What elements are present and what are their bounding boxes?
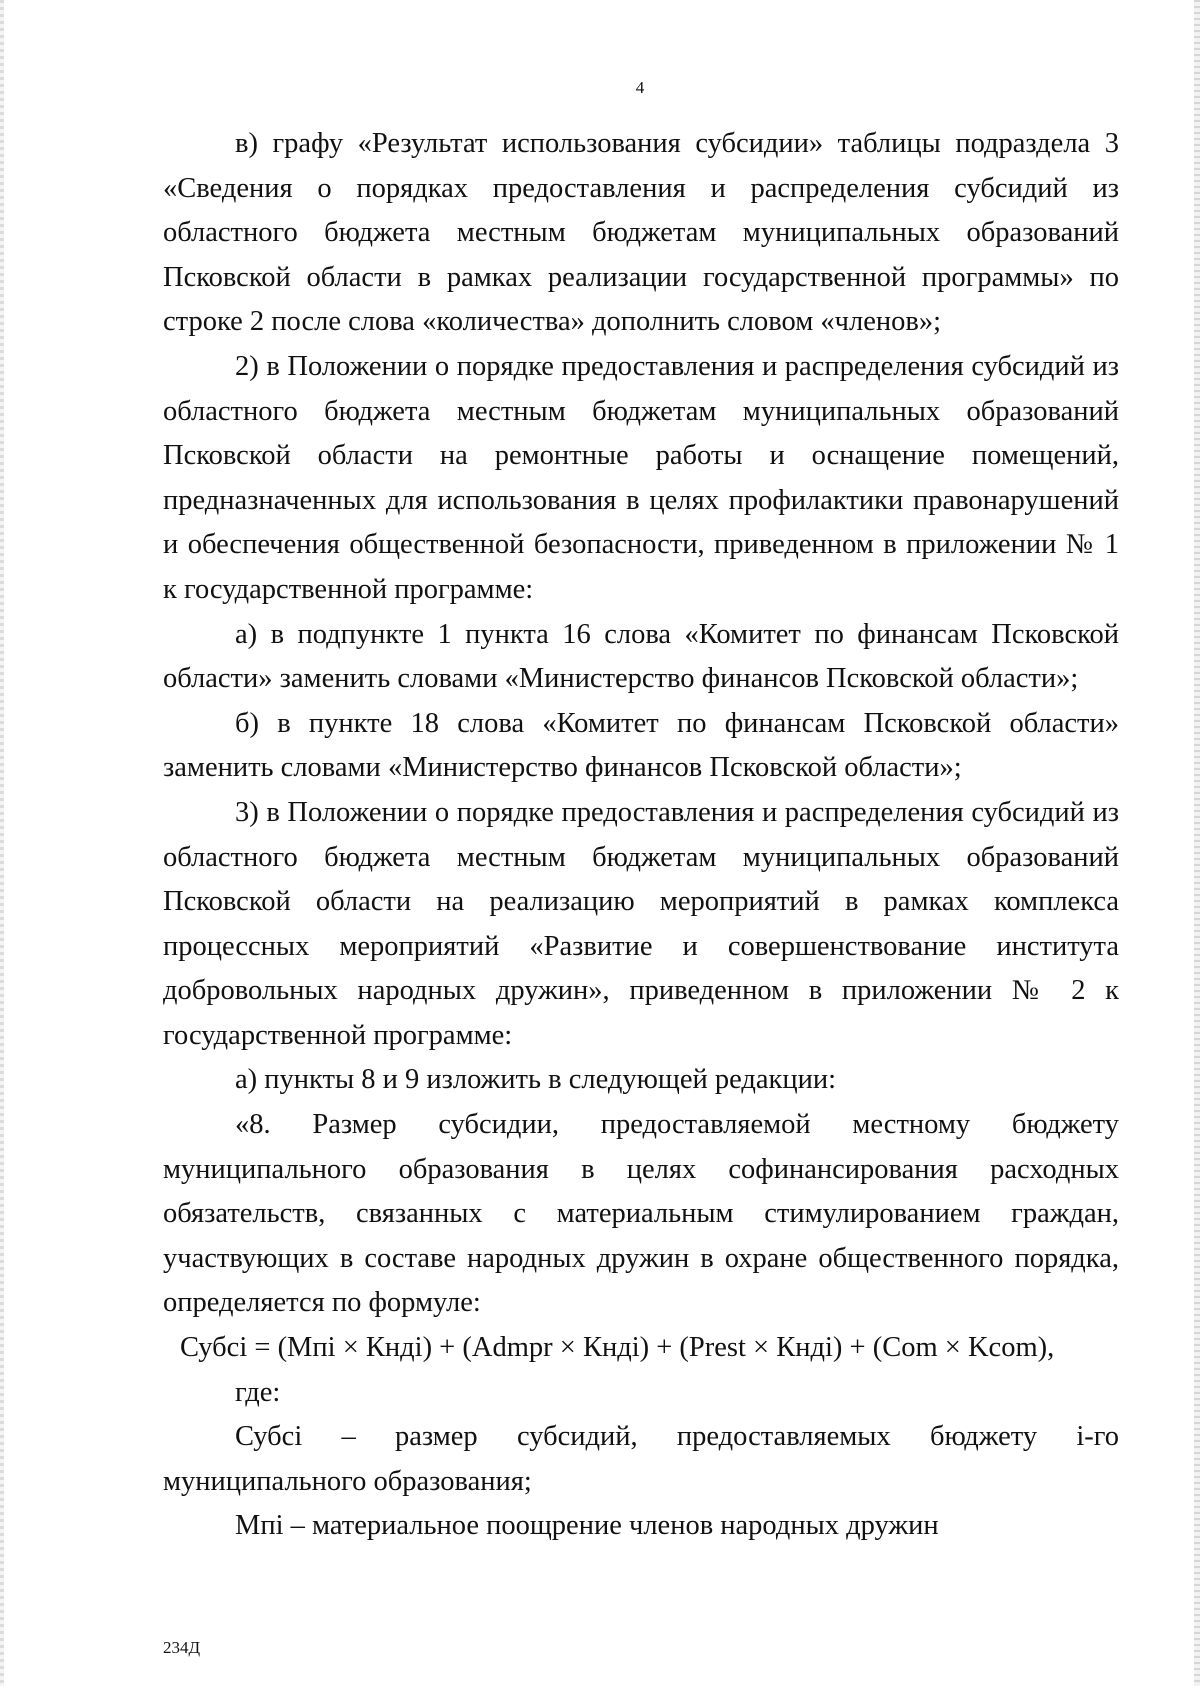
- subsidy-formula: Субсі = (Мпі × Кнді) + (Admpr × Кнді) + (Prest × Кнді) + (Com × Kcom),: [180, 1332, 1055, 1364]
- definition-mp: Мпі – материальное поощрение членов народных дружин: [235, 1510, 939, 1542]
- definition-subs: Субсі – размер субсидий, предоставляемых бюджету і-го муниципального образования;: [163, 1421, 1119, 1497]
- paragraph-item-3: 3) в Положении о порядке предоставления и распределения субсидий из областного бюджета местным бюджетам муниципальных образований Псковской области на реализацию мероприятий в рамках комплекса процессных мероприятий «Развитие и совершенствование института добровольных народных дружин», приведенном в приложении № 2 к государственной программе:: [163, 796, 1119, 1051]
- scan-edge-left: [0, 0, 4, 1686]
- paragraph-item-2b: б) в пункте 18 слова «Комитет по финансам Псковской области» заменить словами «Министерство финансов Псковской области»;: [163, 707, 1119, 784]
- page-number: 4: [635, 78, 645, 97]
- paragraph-item-2a: а) в подпункте 1 пункта 16 слова «Комитет по финансам Псковской области» заменить словами «Министерство финансов Псковской области»;: [163, 618, 1119, 695]
- where-label: где:: [235, 1376, 281, 1408]
- paragraph-item-3a: а) пункты 8 и 9 изложить в следующей редакции:: [235, 1064, 837, 1096]
- paragraph-clause-8: «8. Размер субсидии, предоставляемой местному бюджету муниципального образования в целях софинансирования расходных обязательств, связанных с материальным стимулированием граждан, участвующих в составе народных дружин в охране общественного порядка, определяется по формуле:: [163, 1109, 1119, 1319]
- paragraph-subitem-v: в) графу «Результат использования субсидии» таблицы подраздела 3 «Сведения о порядках предоставления и распределения субсидий из областного бюджета местным бюджетам муниципальных образований Псковской области в рамках реализации государственной программы» по строке 2 после слова «количества» дополнить словом «членов»;: [163, 128, 1119, 338]
- document-body: [163, 122, 1119, 1549]
- document-code: 234Д: [163, 1638, 201, 1657]
- paragraph-item-2: 2) в Положении о порядке предоставления и распределения субсидий из областного бюджета местным бюджетам муниципальных образований Псковской области на ремонтные работы и оснащение помещений, предназначенных для использования в целях профилактики правонарушений и обеспечения общественной безопасности, приведенном в приложении № 1 к государственной программе:: [163, 350, 1119, 605]
- scan-edge-right: [1194, 0, 1200, 1686]
